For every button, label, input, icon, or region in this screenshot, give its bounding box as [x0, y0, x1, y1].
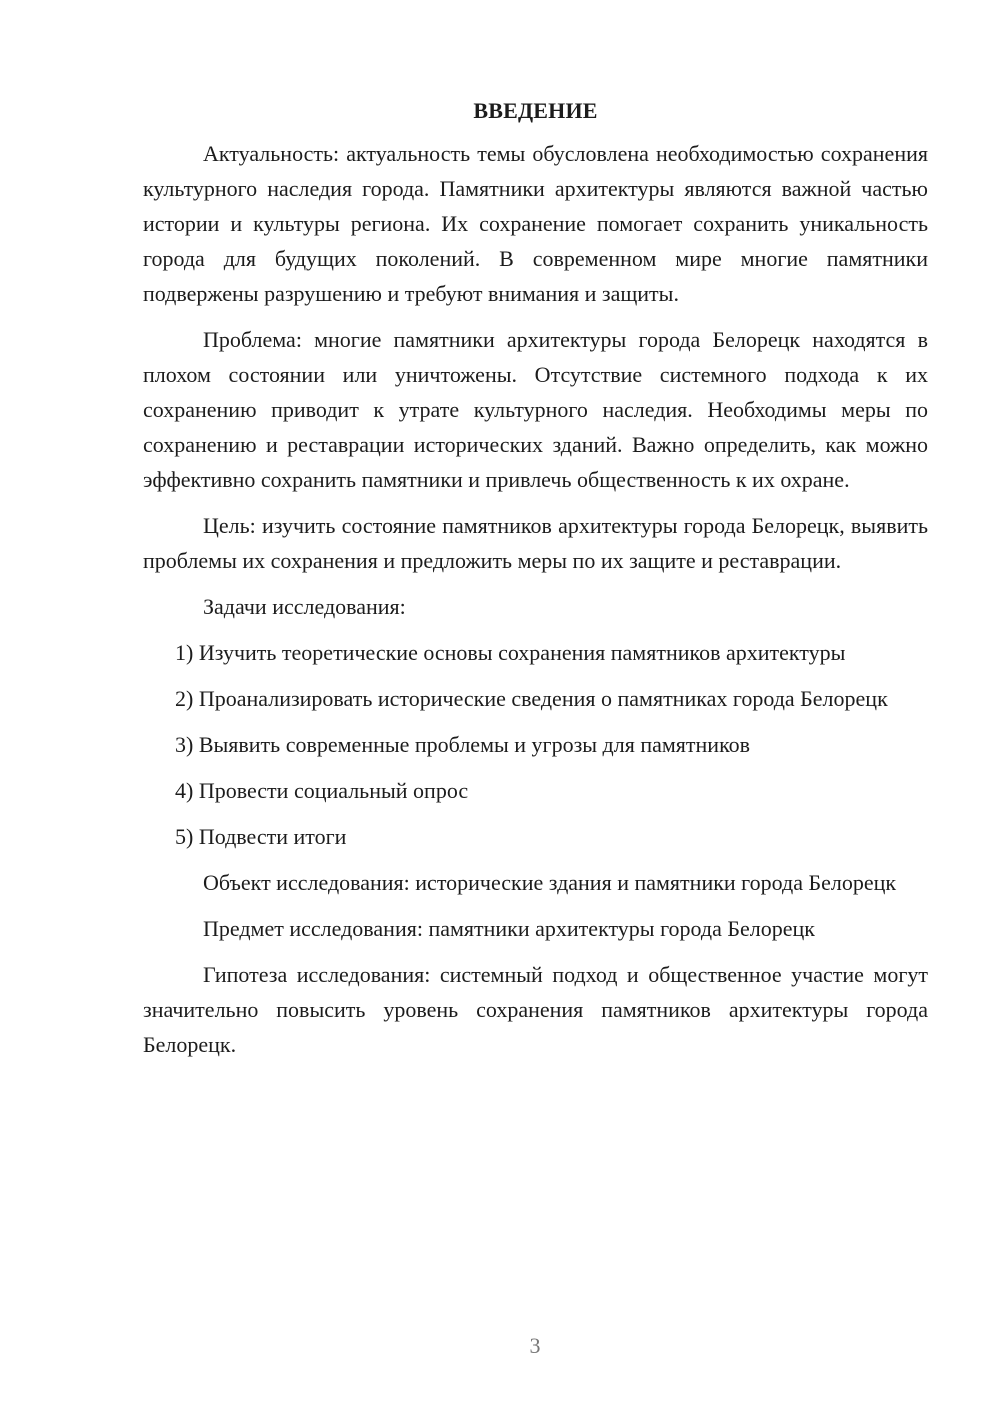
- paragraph-hypothesis: Гипотеза исследования: системный подход и общественное участие могут значительно повысить уровень сохранения памятников архитектуры города Белорецк.: [143, 962, 928, 1057]
- paragraph-relevance: Актуальность: актуальность темы обусловлена необходимостью сохранения культурного наследия города. Памятники архитектуры являются важной частью истории и культуры региона. Их сохранение помогает сохранить уникальность города для будущих поколений. В современном мире многие памятники подвержены разрушению и требуют внимания и защиты.: [143, 141, 928, 306]
- document-body: [143, 96, 928, 1073]
- paragraph-object: Объект исследования: исторические здания и памятники города Белорецк: [203, 870, 897, 895]
- task-item-1: 1) Изучить теоретические основы сохранения памятников архитектуры: [175, 640, 846, 665]
- section-heading: ВВЕДЕНИЕ: [473, 98, 598, 123]
- paragraph-problem: Проблема: многие памятники архитектуры города Белорецк находятся в плохом состоянии или уничтожены. Отсутствие системного подхода к их сохранению приводит к утрате культурного наследия. Необходимы меры по сохранению и реставрации исторических зданий. Важно определить, как можно эффективно сохранить памятники и привлечь общественность к их охране.: [143, 327, 928, 492]
- task-item-5: 5) Подвести итоги: [175, 824, 347, 849]
- page-number: 3: [529, 1333, 541, 1358]
- paragraph-goal: Цель: изучить состояние памятников архитектуры города Белорецк, выявить проблемы их сохранения и предложить меры по их защите и реставрации.: [143, 513, 928, 573]
- paragraph-subject: Предмет исследования: памятники архитектуры города Белорецк: [203, 916, 815, 941]
- task-item-2: 2) Проанализировать исторические сведения о памятниках города Белорецк: [175, 686, 888, 711]
- task-item-3: 3) Выявить современные проблемы и угрозы для памятников: [175, 732, 751, 757]
- task-item-4: 4) Провести социальный опрос: [175, 778, 469, 803]
- paragraph-tasks-intro: Задачи исследования:: [203, 594, 406, 619]
